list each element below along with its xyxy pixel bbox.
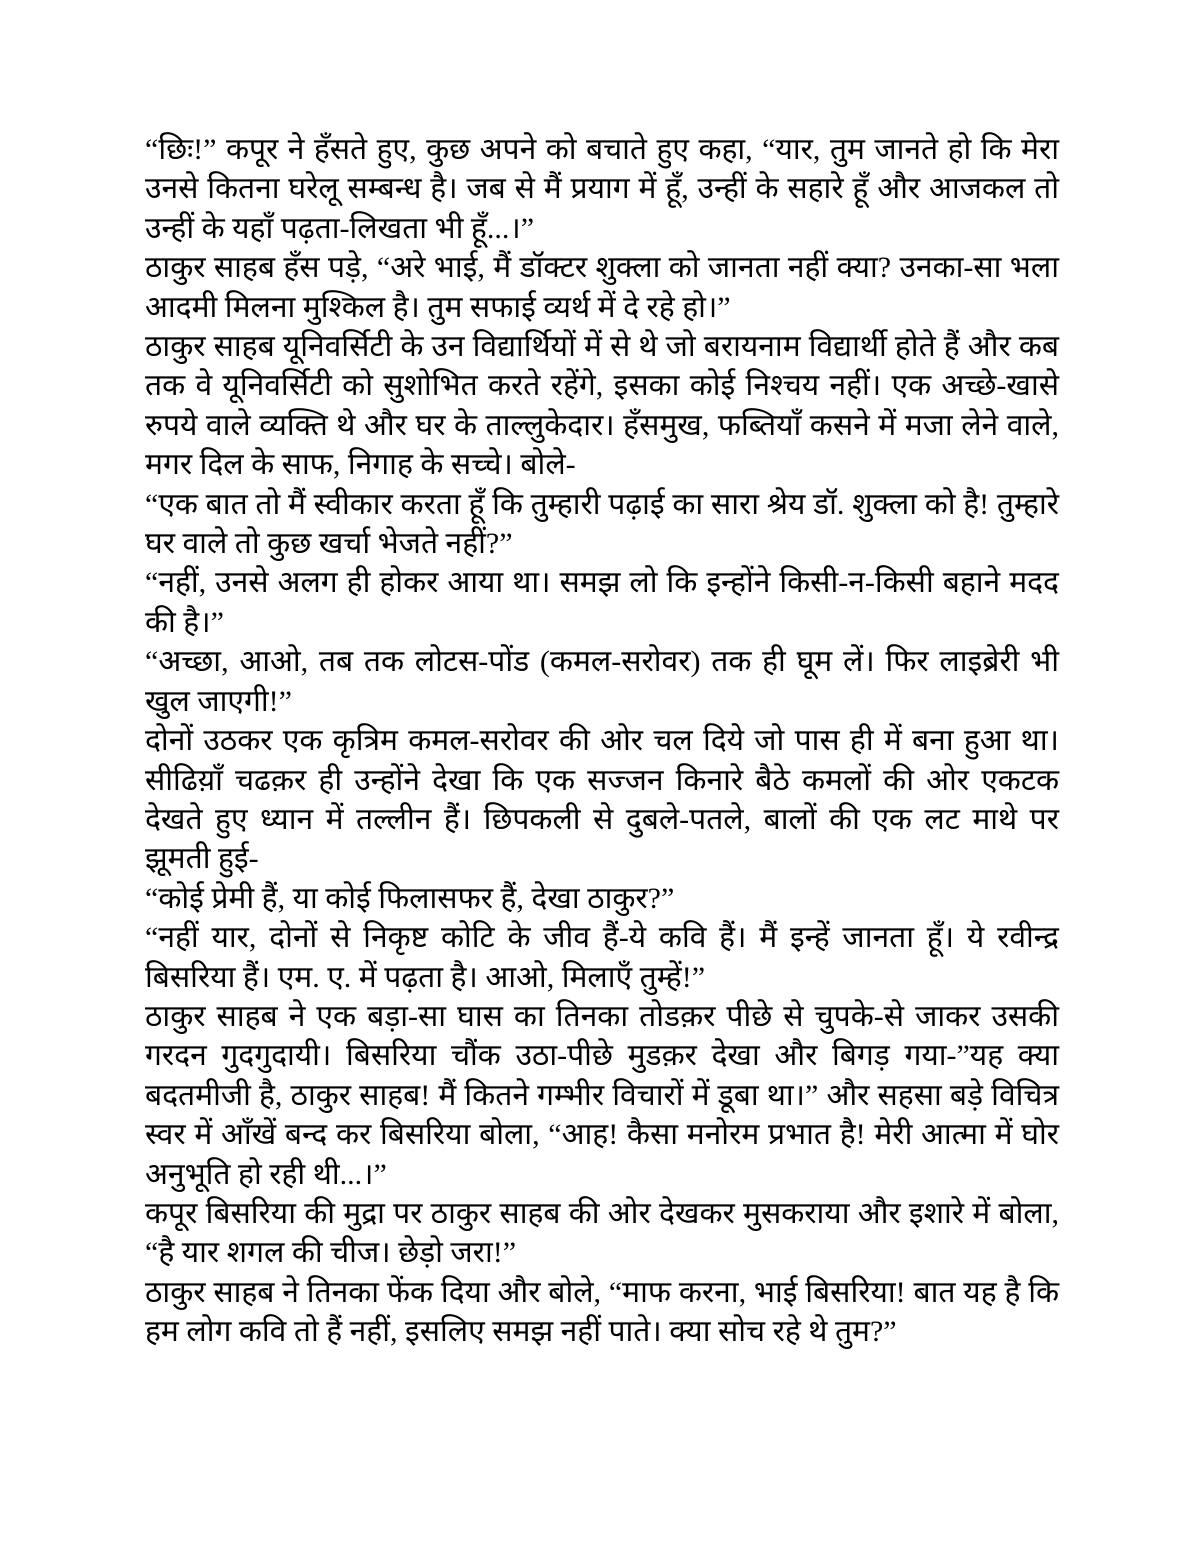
paragraph: “नहीं यार, दोनों से निकृष्ट कोटि के जीव हैं-ये कवि हैं। मैं इन्हें जानता हूँ। ये रवीन्द्र बिसरिया हैं। एम. ए. में पढ़ता है। आओ, मिलाएँ तुम्हें!” xyxy=(145,921,1059,994)
paragraph: ठाकुर साहब हँस पड़े, “अरे भाई, मैं डॉक्टर शुक्ला को जानता नहीं क्या? उनका-सा भला आदमी मिलना मुश्किल है। तुम सफाई व्यर्थ में दे रहे हो।” xyxy=(145,251,1059,324)
paragraph: “कोई प्रेमी हैं, या कोई फिलासफर हैं, देखा ठाकुर?” xyxy=(145,881,675,915)
paragraph: ठाकुर साहब यूनिवर्सिटी के उन विद्यार्थियों में से थे जो बरायनाम विद्यार्थी होते हैं और कब तक वे यूनिवर्सिटी को सुशोभित करते रहेंगे, इसका कोई निश्चय नहीं। एक अच्छे-खासे रुपये वाले व्यक्ति थे और घर के ताल्लुकेदार। हँसमुख, फब्तियाँ कसने में मजा लेने वाले, मगर दिल के साफ, निगाह के सच्चे। बोले- xyxy=(145,330,1059,482)
paragraph: कपूर बिसरिया की मुद्रा पर ठाकुर साहब की ओर देखकर मुसकराया और इशारे में बोला, “है यार शगल की चीज। छेड़ो जरा!” xyxy=(145,1196,1059,1270)
paragraph: दोनों उठकर एक कृत्रिम कमल-सरोवर की ओर चल दिये जो पास ही में बना हुआ था। सीढिय़ाँ चढक़र ही उन्होंने देखा कि एक सज्जन किनारे बैठे कमलों की ओर एकटक देखते हुए ध्यान में तल्लीन हैं। छिपकली से दुबले-पतले, बालों की एक लट माथे पर झूमती हुई- xyxy=(145,724,1059,876)
paragraph: “छिः!” कपूर ने हँसते हुए, कुछ अपने को बचाते हुए कहा, “यार, तुम जानते हो कि मेरा उनसे कितना घरेलू सम्बन्ध है। जब से मैं प्रयाग में हूँ, उन्हीं के सहारे हूँ और आजकल तो उन्हीं के यहाँ पढ़ता-लिखता भी हूँ...।” xyxy=(145,133,1059,245)
text-block xyxy=(145,130,1059,1352)
paragraph: “एक बात तो मैं स्वीकार करता हूँ कि तुम्हारी पढ़ाई का सारा श्रेय डॉ. शुक्ला को है! तुम्हारे घर वाले तो कुछ खर्चा भेजते नहीं?” xyxy=(145,487,1059,561)
paragraph: “नहीं, उनसे अलग ही होकर आया था। समझ लो कि इन्होंने किसी-न-किसी बहाने मदद की है।” xyxy=(145,566,1059,639)
paragraph: “अच्छा, आओ, तब तक लोटस-पोंड (कमल-सरोवर) तक ही घूम लें। फिर लाइब्रेरी भी खुल जाएगी!” xyxy=(145,645,1059,718)
paragraph: ठाकुर साहब ने तिनका फेंक दिया और बोले, “माफ करना, भाई बिसरिया! बात यह है कि हम लोग कवि तो हैं नहीं, इसलिए समझ नहीं पाते। क्या सोच रहे थे तुम?” xyxy=(145,1275,1059,1349)
paragraph: ठाकुर साहब ने एक बड़ा-सा घास का तिनका तोडक़र पीछे से चुपके-से जाकर उसकी गरदन गुदगुदायी। बिसरिया चौंक उठा-पीछे मुडक़र देखा और बिगड़ गया-”यह क्या बदतमीजी है, ठाकुर साहब! मैं कितने गम्भीर विचारों में डूबा था।” और सहसा बड़े विचित्र स्वर में आँखें बन्द कर बिसरिया बोला, “आह! कैसा मनोरम प्रभात है! मेरी आत्मा में घोर अनुभूति हो रही थी...।” xyxy=(145,999,1059,1191)
